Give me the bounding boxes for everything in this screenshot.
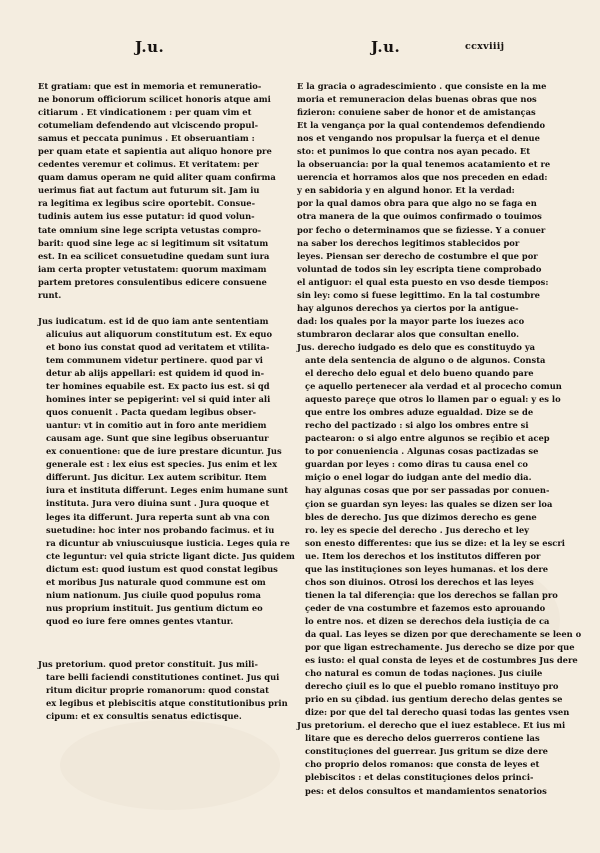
text-line: leges ita differunt. Jura reperta sunt ab vna con (46, 511, 270, 522)
text-line: stumbraron declarar alos que consultan enello. (297, 328, 519, 339)
text-line: Jus pretorium. quod pretor constituit. Jus mili- (38, 658, 258, 669)
text-line: por fecho o determinamos que se fiziesse. Y a conuer (297, 224, 546, 235)
text-line: dictum est: quod iustum est quod constat legibus (46, 563, 278, 574)
text-line: chos son diuinos. Otrosi los derechos et las leyes (305, 576, 534, 587)
text-line: lo entre nos. et dizen se derechos dela iustiçia de ca (305, 615, 550, 626)
text-line: detur ab alijs appellari: est quidem id quod in- (46, 367, 265, 378)
text-line: bles de derecho. Jus que dizimos derecho es gene (305, 511, 537, 522)
text-line: ter homines equabile est. Ex pacto ius est. si qd (46, 381, 270, 392)
text-line: homines inter se pepigerint: vel si quid inter ali (46, 394, 271, 405)
right-column-castilian (297, 80, 582, 798)
text-line: fizieron: conuiene saber de honor et de amistanças (297, 107, 536, 118)
paper-stain (60, 720, 280, 810)
folio-number: ccxviiij (465, 41, 505, 52)
text-line: cedentes veremur et colimus. Et veritatem: per (38, 159, 259, 170)
text-line: la obseruancia: por la qual tenemos acatamiento et re (297, 159, 551, 170)
text-line: uerencia et horramos alos que nos preceden en edad: (297, 172, 548, 183)
text-line: cho natural es comun de todas naçiones. Jus ciuile (305, 668, 543, 679)
text-line: tate omnium sine lege scripta vetustas compro- (38, 224, 262, 235)
text-line: çeder de vna costumbre et fazemos esto aprouando (305, 602, 546, 613)
paragraph (38, 315, 295, 628)
left-column-latin (38, 80, 295, 723)
text-line: derecho çiuil es lo que el pueblo romano instituyo pro (305, 681, 559, 692)
text-line: Jus. derecho iudgado es delo que es constituydo ya (297, 341, 536, 352)
text-line: alicuius aut aliquorum constitutum est. Ex equo (46, 328, 273, 339)
text-line: ex legibus et plebiscitis atque constitutionibus prin (46, 698, 288, 709)
text-line: Et la vengança por la qual contendemos defendiendo (297, 120, 546, 131)
text-line: ritum dicitur proprie romanorum: quod constat (46, 685, 269, 696)
text-line: recho del pactizado : si algo los ombres entre si (305, 420, 529, 431)
paragraph (38, 80, 282, 302)
text-line: quam damus operam ne quid aliter quam confirma (38, 172, 276, 183)
text-line: leyes. Piensan ser derecho de costumbre el que por (297, 250, 538, 261)
text-line: pactearon: o si algo entre algunos se reçibio et acep (305, 433, 550, 444)
text-line: per quam etate et sapientia aut aliquo honore pre (38, 146, 272, 157)
paragraph-gap (38, 302, 282, 315)
text-line: dize: por que del tal derecho quasi todas las gentes vsen (305, 707, 570, 718)
text-line: que las instituçiones son leyes humanas. et los dere (305, 563, 549, 574)
text-line: son enesto differentes: que ius se dize: et la ley se escri (305, 537, 565, 548)
running-head-right: J.u. (371, 38, 401, 56)
text-line: el antiguor: el qual esta puesto en vso desde tiempos: (297, 276, 549, 287)
text-line: iam certa propter vetustatem: quorum maximam (38, 263, 267, 274)
text-line: quos conuenit . Pacta quedam legibus obser- (46, 407, 257, 418)
text-line: nos et vengando nos propulsar la fuerça et el denue (297, 133, 540, 144)
text-line: na saber los derechos legitimos stablecidos por (297, 237, 520, 248)
text-line: uerimus fiat aut factum aut futurum sit. Jam iu (38, 185, 260, 196)
text-line: Et gratiam: que est in memoria et remuneratio- (38, 81, 262, 91)
text-line: est. In ea scilicet consuetudine quedam sunt iura (38, 250, 270, 261)
text-line: ex conuentione: que de iure prestare dicuntur. Jus (46, 446, 282, 457)
text-line: y en sabidoria y en algund honor. Et la verdad: (297, 185, 515, 196)
text-line: instituta. Jura vero diuina sunt . Jura quoque et (46, 498, 270, 509)
text-line: çion se guardan syn leyes: las quales se dizen ser loa (305, 498, 553, 509)
text-line: ne bonorum officiorum scilicet honoris atque ami (38, 94, 271, 105)
text-line: cotumeliam defendendo aut vlciscendo propul- (38, 120, 259, 131)
text-line: uantur: vt in comitio aut in foro ante meridiem (46, 420, 267, 431)
text-line: nus proprium instituit. Jus gentium dictum eo (46, 602, 263, 613)
text-line: miçio o enel logar do iudgan ante del medio dia. (305, 472, 532, 483)
text-line: çe aquello pertenecer ala verdad et al procecho comun (305, 381, 562, 392)
paragraph (38, 658, 288, 723)
text-line: hay algunas cosas que por ser passadas por conuen- (305, 485, 550, 496)
text-line: ra dicuntur ab vniuscuiusque iusticia. Leges quia re (46, 537, 290, 548)
text-line: voluntad de todos sin ley escripta tiene comprobado (297, 263, 542, 274)
text-line: por que ligan estrechamente. Jus derecho se dize por que (305, 642, 575, 653)
text-line: et moribus Jus naturale quod commune est om (46, 576, 266, 587)
text-line: por la qual damos obra para que algo no se faga en (297, 198, 537, 209)
text-line: moria et remuneracion delas buenas obras que nos (297, 94, 537, 105)
text-line: dad: los quales por la mayor parte los iuezes aco (297, 315, 525, 326)
text-line: differunt. Jus dicitur. Lex autem scribitur. Item (46, 472, 267, 483)
text-line: barit: quod sine lege ac si legitimum sit vsitatum (38, 237, 269, 248)
text-line: nium nationum. Jus ciuile quod populus roma (46, 589, 261, 600)
text-line: generale est : lex eius est species. Jus enim et lex (46, 459, 278, 470)
text-line: partem pretores consulentibus edicere consuene (38, 276, 267, 287)
text-line: el derecho delo egual et delo bueno quando pare (305, 368, 534, 379)
text-line: to por conueniencia . Algunas cosas pactizadas se (305, 446, 539, 457)
text-line: tem communem videtur pertinere. quod par vi (46, 354, 263, 365)
text-line: et bono ius constat quod ad veritatem et vtilita- (46, 341, 270, 352)
text-line: ue. Item los derechos et los institutos differen por (305, 550, 541, 561)
text-line: hay algunos derechos ya ciertos por la antigue- (297, 302, 519, 313)
text-line: tare belli faciendi constitutiones continet. Jus qui (46, 671, 280, 682)
paragraph-gap (38, 628, 282, 658)
text-line: es iusto: el qual consta de leyes et de costumbres Jus dere (305, 655, 578, 666)
text-line: prio en su çibdad. ius gentium derecho delas gentes se (305, 694, 563, 705)
text-line: plebiscitos : et delas constituçiones delos princi- (305, 772, 534, 783)
text-line: pes: et delos consultos et mandamientos senatorios (305, 785, 547, 796)
text-line: E la gracia o agradescimiento . que consiste en la me (297, 81, 547, 91)
text-line: suetudine: hoc inter nos probando facimus. et iu (46, 524, 275, 535)
text-line: otra manera de la que ouimos confirmado o touimos (297, 211, 542, 222)
text-line: ro. ley es specie del derecho . Jus derecho et ley (305, 524, 530, 535)
text-line: aquesto pareçe que otros lo llamen par o egual: y es lo (305, 394, 561, 405)
text-line: samus et peccata punimus . Et obseruantiam : (38, 133, 255, 144)
text-line: ra legitima ex legibus scire oportebit. Consue- (38, 198, 256, 209)
text-line: da qual. Las leyes se dizen por que derechamente se leen o (305, 628, 582, 639)
text-line: runt. (38, 289, 62, 300)
text-line: cho proprio delos romanos: que consta de leyes et (305, 759, 540, 770)
text-line: iura et instituta differunt. Leges enim humane sunt (46, 485, 288, 496)
text-line: ante dela sentencia de alguno o de algunos. Consta (305, 354, 546, 365)
text-line: quod eo iure fere omnes gentes vtantur. (46, 615, 234, 626)
text-line: litare que es derecho delos guerreros contiene las (305, 733, 540, 744)
text-line: constituçiones del guerrear. Jus gritum se dize dere (305, 746, 548, 757)
text-line: guardan por leyes : como diras tu causa enel co (305, 459, 528, 470)
text-line: Jus pretorium. el derecho que el iuez establece. Et ius mi (297, 720, 566, 731)
text-line: tudinis autem ius esse putatur: id quod volun- (38, 211, 255, 222)
text-line: causam age. Sunt que sine legibus obseruantur (46, 433, 269, 444)
text-line: sin ley: como si fuese legittimo. En la tal costumbre (297, 289, 540, 300)
text-line: tienen la tal diferençia: que los derechos se fallan pro (305, 589, 558, 600)
text-line: Jus iudicatum. est id de quo iam ante sententiam (38, 315, 269, 326)
text-line: citiarum . Et vindicationem : per quam vim et (38, 107, 252, 118)
text-line: que entre los ombres aduze egualdad. Dize se de (305, 407, 534, 418)
text-line: sto: et punimos lo que contra nos ayan pecado. Et (297, 146, 531, 157)
text-line: cte leguntur: vel quia stricte ligant dicte. Jus quidem (46, 550, 295, 561)
text-line: cipum: et ex consultis senatus edictisque. (46, 711, 242, 722)
running-head-left: J.u. (135, 38, 165, 56)
